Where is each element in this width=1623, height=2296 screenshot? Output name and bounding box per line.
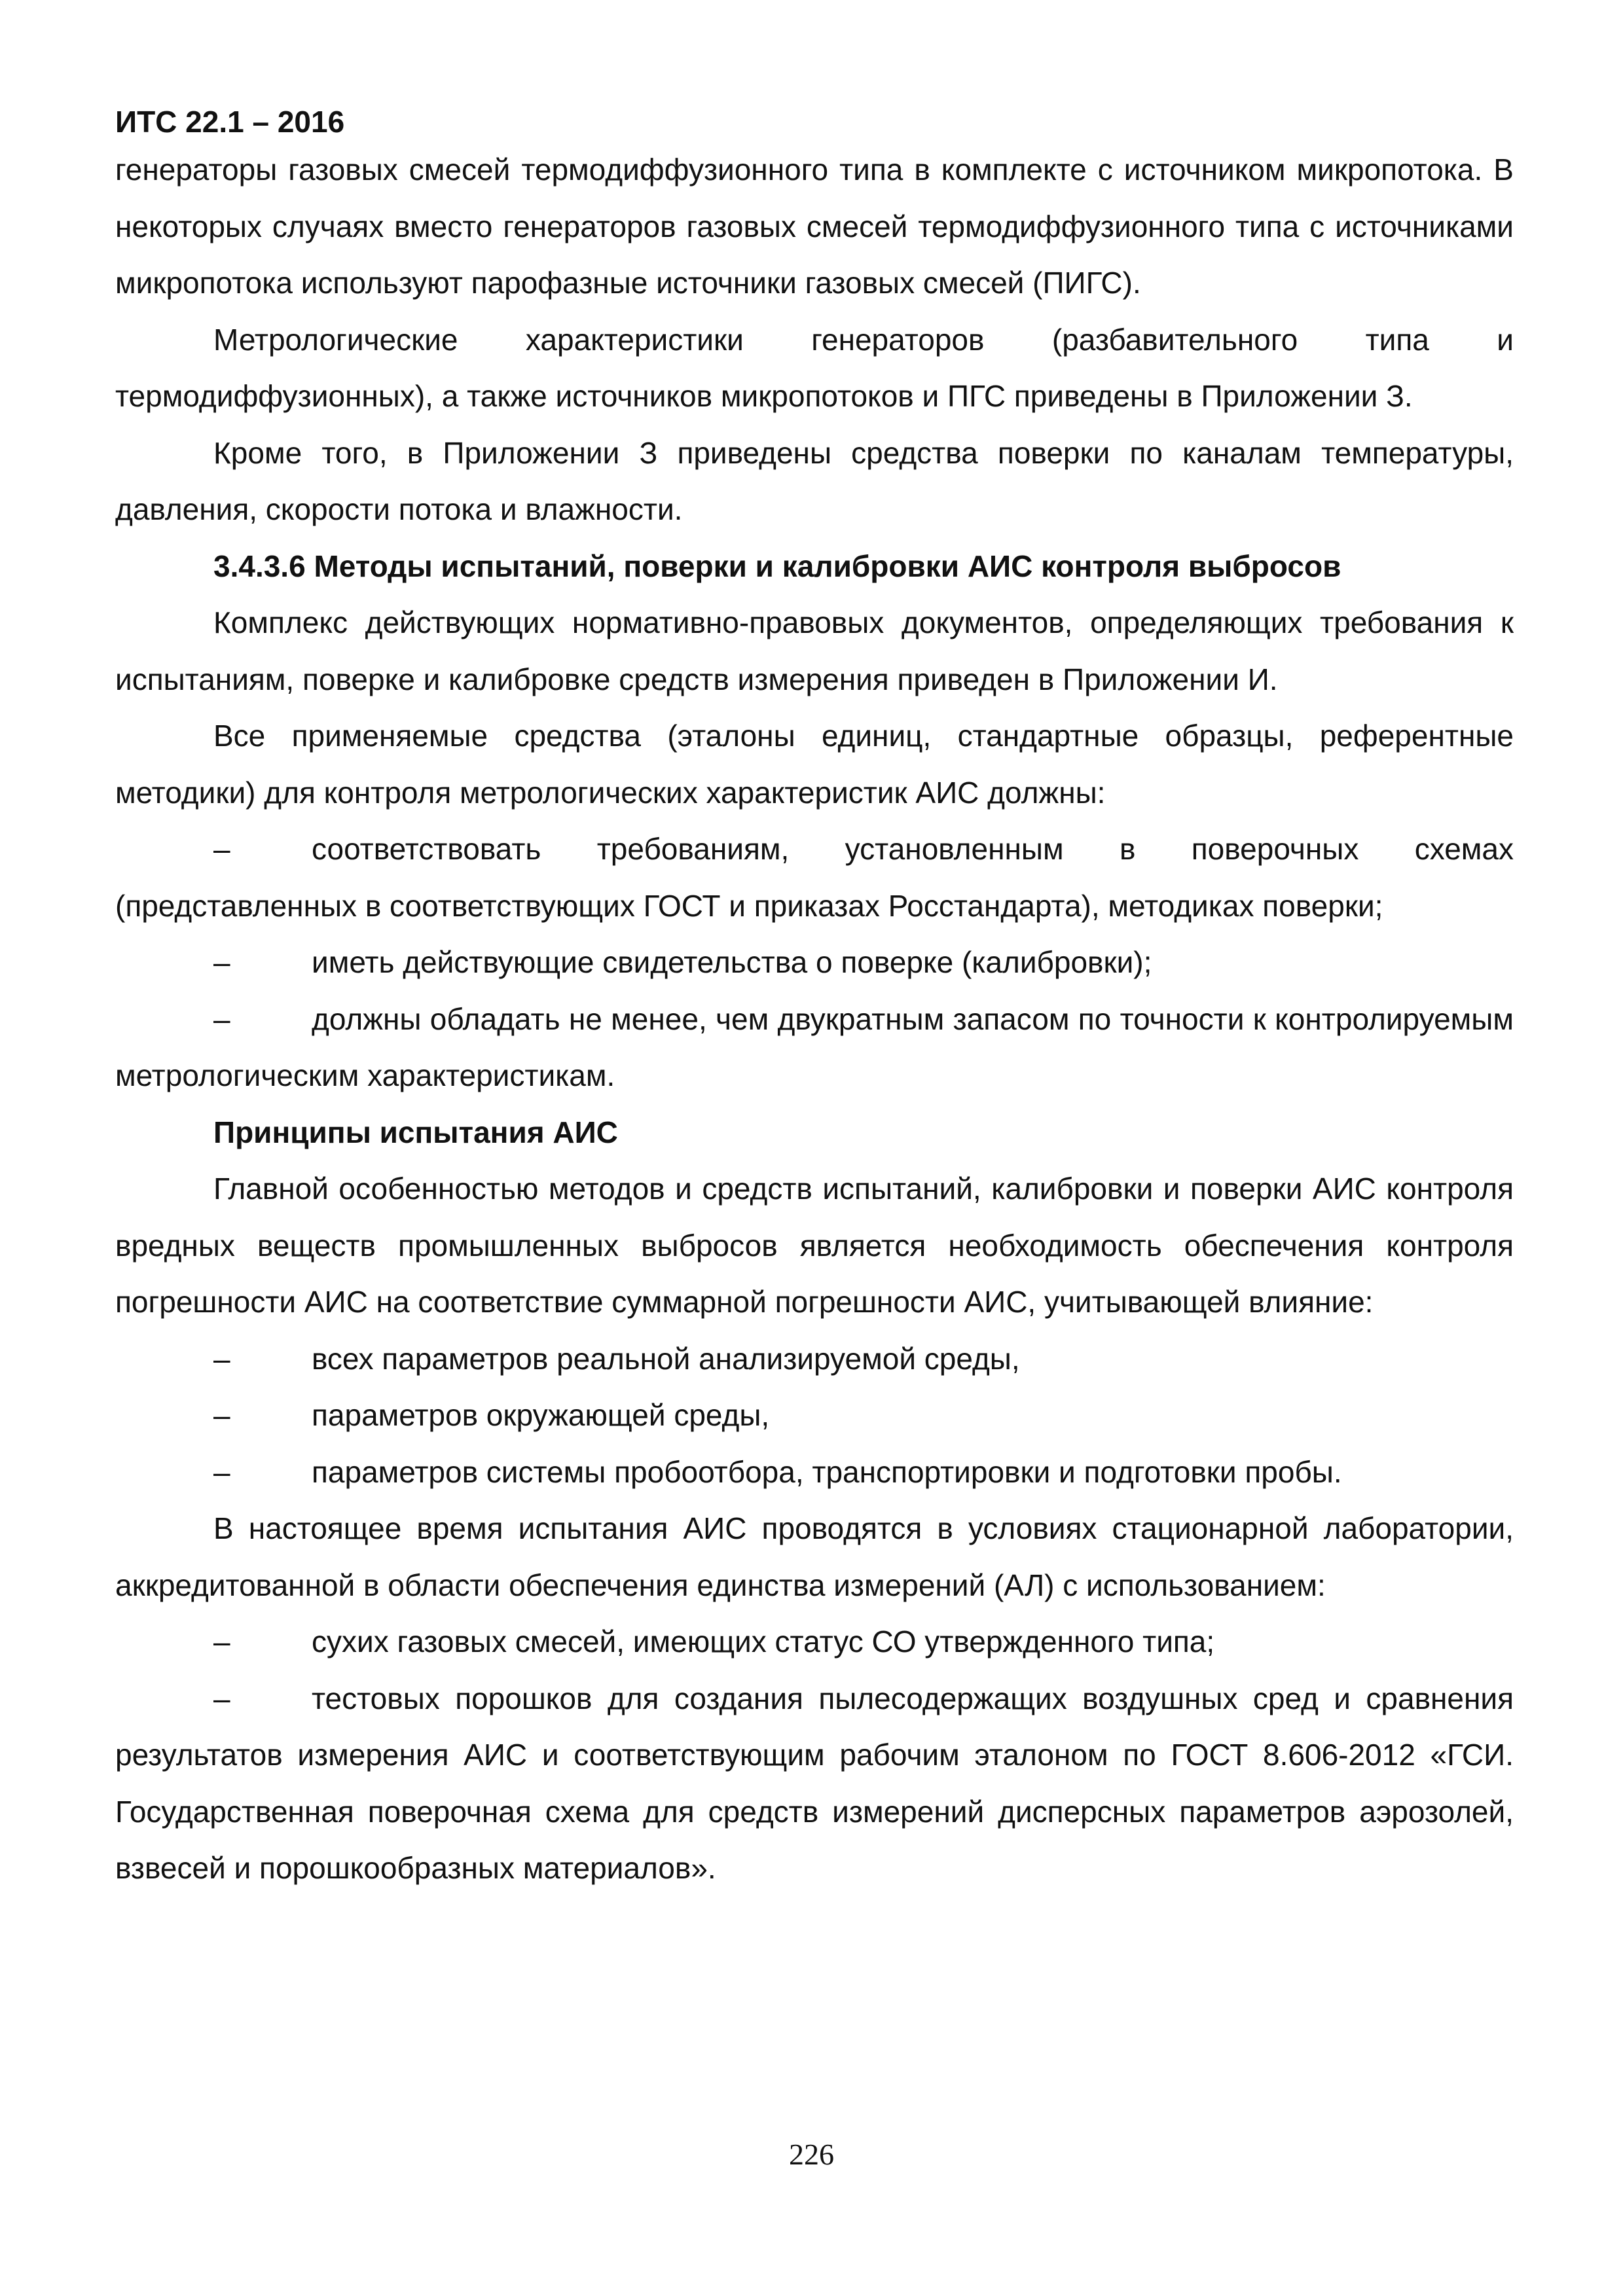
list-item-text: соответствовать требованиям, установленным в поверочных схемах (представленных в соответствующих ГОСТ и приказах Росстандарта), методиках поверки;	[115, 832, 1514, 923]
list-item-text: тестовых порошков для создания пылесодержащих воздушных сред и сравнения результатов измерения АИС и соответствующим рабочим эталоном по ГОСТ 8.606-2012 «ГСИ. Государственная поверочная схема для средств измерений дисперсных параметров аэрозолей, взвесей и порошкообразных материалов».	[115, 1681, 1514, 1885]
list-item	[115, 1444, 1514, 1501]
paragraph: В настоящее время испытания АИС проводятся в условиях стационарной лаборатории, аккредитованной в области обеспечения единства измерений (АЛ) с использованием:	[115, 1511, 1514, 1602]
section-heading: 3.4.3.6 Методы испытаний, поверки и калибровки АИС контроля выбросов	[213, 548, 1341, 583]
list-item	[115, 1331, 1514, 1388]
page-number: 226	[789, 2138, 834, 2171]
list-item	[115, 934, 1514, 991]
dash-marker: –	[213, 1341, 230, 1376]
list-item-text: параметров окружающей среды,	[312, 1398, 770, 1432]
list-item-text: всех параметров реальной анализируемой среды,	[312, 1341, 1020, 1376]
document-code: ИТС 22.1 – 2016	[115, 105, 345, 139]
dash-marker: –	[213, 832, 230, 866]
list-item	[115, 1670, 1514, 1897]
list-item-text: параметров системы пробоотбора, транспортировки и подготовки пробы.	[312, 1454, 1342, 1489]
list-item	[115, 1613, 1514, 1670]
dash-marker: –	[213, 1001, 230, 1036]
dash-marker: –	[213, 1398, 230, 1432]
document-body	[115, 141, 1514, 1897]
dash-marker: –	[213, 1454, 230, 1489]
dash-marker: –	[213, 1624, 230, 1659]
list-item	[115, 1387, 1514, 1444]
paragraph: Все применяемые средства (эталоны единиц, стандартные образцы, референтные методики) для контроля метрологических характеристик АИС должны:	[115, 719, 1514, 810]
dash-marker: –	[213, 945, 230, 979]
list-item-text: должны обладать не менее, чем двукратным запасом по точности к контролируемым метрологическим характеристикам.	[115, 1001, 1514, 1092]
paragraph: Кроме того, в Приложении З приведены средства поверки по каналам температуры, давления, скорости потока и влажности.	[115, 435, 1514, 526]
paragraph: Комплекс действующих нормативно-правовых документов, определяющих требования к испытаниям, поверке и калибровке средств измерения приведен в Приложении И.	[115, 605, 1514, 696]
dash-marker: –	[213, 1681, 230, 1715]
list-item	[115, 991, 1514, 1104]
list-item-text: иметь действующие свидетельства о поверке (калибровки);	[312, 945, 1152, 979]
paragraph: Метрологические характеристики генераторов (разбавительного типа и термодиффузионных), а также источников микропотоков и ПГС приведены в Приложении З.	[115, 322, 1514, 413]
list-item-text: сухих газовых смесей, имеющих статус СО утвержденного типа;	[312, 1624, 1215, 1659]
paragraph: генераторы газовых смесей термодиффузионного типа в комплекте с источником микропотока. В некоторых случаях вместо генераторов газовых смесей термодиффузионного типа с источниками микропотока используют парофазные источники газовых смесей (ПИГС).	[115, 152, 1514, 300]
subsection-heading: Принципы испытания АИС	[213, 1115, 618, 1149]
list-item	[115, 821, 1514, 934]
paragraph: Главной особенностью методов и средств испытаний, калибровки и поверки АИС контроля вредных веществ промышленных выбросов является необходимость обеспечения контроля погрешности АИС на соответствие суммарной погрешности АИС, учитывающей влияние:	[115, 1172, 1514, 1319]
